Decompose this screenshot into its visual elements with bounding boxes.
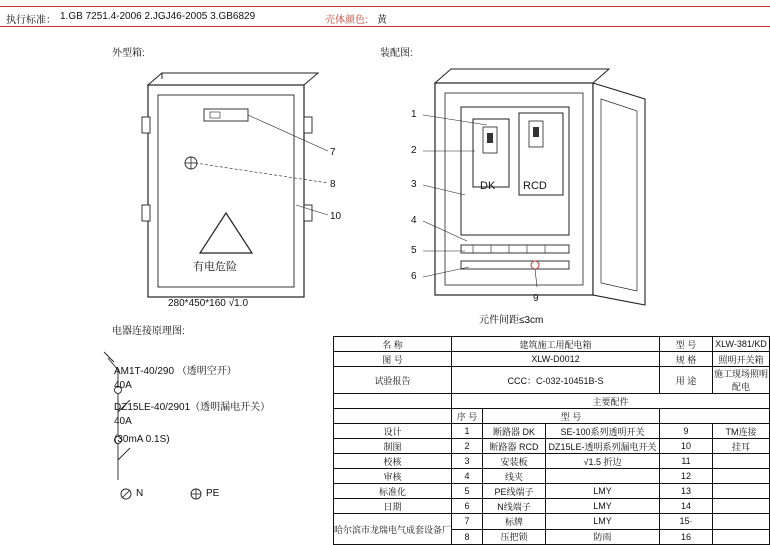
assembly-callout-2: 2 — [411, 145, 417, 156]
cell-part-no: 6 — [452, 499, 483, 514]
cell-part-name2: 挂耳 — [713, 439, 770, 454]
outline-title: 外型箱: — [112, 48, 145, 59]
cell-drawingno-value: XLW-D0012 — [452, 352, 660, 367]
table-row — [334, 439, 770, 454]
cell-model-label: 型 号 — [660, 337, 713, 352]
cell-part-model: LMY — [546, 499, 660, 514]
table-row — [334, 454, 770, 469]
cell-part-no: 3 — [452, 454, 483, 469]
cell-part-no2: 15· — [660, 514, 713, 530]
cell-blank-2 — [334, 409, 452, 424]
cell-name-label: 名 称 — [334, 337, 452, 352]
assembly-title: 装配图: — [380, 48, 413, 59]
cell-testreport-value: CCC：C-032-10451B-S — [452, 367, 660, 394]
cell-part-name: PE线端子 — [483, 484, 546, 499]
cell-company-footer: 哈尔滨市龙瑞电气成套设备厂 — [334, 514, 452, 545]
shell-color-value: 黄 — [377, 15, 387, 26]
cell-usage-label: 用 途 — [660, 367, 713, 394]
cell-model-value: XLW-381/KD — [713, 337, 770, 352]
schematic-line-5: (30mA 0.1S) — [114, 434, 170, 445]
cell-serial-header: 序 号 — [452, 409, 483, 424]
header-rule-top — [0, 6, 770, 7]
table-row — [334, 514, 770, 530]
schematic-title: 电器连接原理图: — [112, 326, 185, 337]
header-rule-bottom — [0, 26, 770, 27]
table-row — [334, 367, 770, 394]
table-row — [334, 484, 770, 499]
terminal-pe-label: PE — [206, 488, 220, 499]
cell-part-no2: 16 — [660, 529, 713, 545]
cell-testreport-label: 试验报告 — [334, 367, 452, 394]
cell-part-name2 — [713, 454, 770, 469]
spec-table-grid — [333, 336, 770, 545]
cell-part-name2 — [713, 469, 770, 484]
cell-part-name: 安装板 — [483, 454, 546, 469]
cell-part-name: 断路器 DK — [483, 424, 546, 439]
cell-part-name: N线端子 — [483, 499, 546, 514]
cell-part-name: 压把锁 — [483, 529, 546, 545]
table-row — [334, 394, 770, 409]
cell-draft-label: 制图 — [334, 439, 452, 454]
spec-table — [333, 336, 770, 545]
cell-part-model: 防雨 — [546, 529, 660, 545]
assembly-callout-5: 5 — [411, 245, 417, 256]
cell-part-name2 — [713, 514, 770, 530]
cell-main-parts-header: 主要配件 — [452, 394, 770, 409]
cell-part-no: 2 — [452, 439, 483, 454]
cell-part-no2: 12 — [660, 469, 713, 484]
cell-part-name2 — [713, 484, 770, 499]
assembly-callout-1: 1 — [411, 109, 417, 120]
cell-part-no2: 14 — [660, 499, 713, 514]
assembly-callout-9: 9 — [533, 293, 539, 304]
cell-check-label: 校核 — [334, 454, 452, 469]
cell-part-no2: 10 — [660, 439, 713, 454]
assembly-callout-6: 6 — [411, 271, 417, 282]
assembly-callout-3: 3 — [411, 179, 417, 190]
cell-blank — [334, 394, 452, 409]
cell-model-header: 型 号 — [483, 409, 660, 424]
schematic-line-4: 40A — [114, 416, 132, 427]
cell-part-no: 4 — [452, 469, 483, 484]
standards-label: 执行标准： — [6, 15, 56, 26]
cell-name-value: 建筑施工用配电箱 — [452, 337, 660, 352]
cell-part-model: SE-100系列透明开关 — [546, 424, 660, 439]
table-row — [334, 352, 770, 367]
cell-part-no: 1 — [452, 424, 483, 439]
table-row — [334, 499, 770, 514]
assembly-label-dk: DK — [480, 180, 496, 192]
table-row — [334, 469, 770, 484]
cell-part-no2: 11 — [660, 454, 713, 469]
cell-part-no2: 9 — [660, 424, 713, 439]
cell-standard-label: 标准化 — [334, 484, 452, 499]
schematic-line-3: DZ15LE-40/2901（透明漏电开关） — [114, 402, 271, 413]
outline-callout-8: 8 — [330, 179, 336, 190]
assembly-drawing — [395, 55, 665, 326]
schematic-line-2: 40A — [114, 380, 132, 391]
assembly-label-rcd: RCD — [523, 180, 547, 192]
cell-part-name2: TM连接 — [713, 424, 770, 439]
cell-part-model — [546, 469, 660, 484]
cell-part-no: 5 — [452, 484, 483, 499]
schematic-line-1: AM1T-40/290 （透明空开） — [114, 366, 237, 377]
terminal-n-label: N — [136, 488, 144, 499]
cell-part-model: DZ15LE-透明系列漏电开关 — [546, 439, 660, 454]
cell-part-name: 断路器 RCD — [483, 439, 546, 454]
cell-part-name2 — [713, 499, 770, 514]
cell-design-label: 设计 — [334, 424, 452, 439]
cell-date-label: 日期 — [334, 499, 452, 514]
cell-part-no: 8 — [452, 529, 483, 545]
assembly-callout-4: 4 — [411, 215, 417, 226]
table-row — [334, 409, 770, 424]
cell-part-no: 7 — [452, 514, 483, 530]
outline-callout-7: 7 — [330, 147, 336, 158]
cell-part-model: √1.5 折边 — [546, 454, 660, 469]
outline-callout-10: 10 — [330, 211, 342, 222]
cell-part-model: LMY — [546, 484, 660, 499]
assembly-note: 元件间距≤3cm — [479, 315, 544, 326]
table-row — [334, 337, 770, 352]
danger-text: 有电危险 — [193, 261, 237, 273]
cell-usage-value: 施工现场照明配电 — [713, 367, 770, 394]
cell-part-name2 — [713, 529, 770, 545]
cell-audit-label: 审核 — [334, 469, 452, 484]
schematic-drawing — [100, 340, 330, 515]
cell-blank-3 — [660, 409, 770, 424]
cell-drawingno-label: 图 号 — [334, 352, 452, 367]
cell-spec-value: 照明开关箱 — [713, 352, 770, 367]
cell-part-name: 线夹 — [483, 469, 546, 484]
cell-spec-label: 规 格 — [660, 352, 713, 367]
cell-part-no2: 13 — [660, 484, 713, 499]
cell-part-name: 标牌 — [483, 514, 546, 530]
shell-color-label: 壳体颜色: — [325, 15, 368, 26]
table-row — [334, 424, 770, 439]
standards-value: 1.GB 7251.4-2006 2.JGJ46-2005 3.GB6829 — [60, 11, 256, 22]
outline-dimension: 280*450*160 √1.0 — [168, 298, 249, 309]
cell-part-model: LMY — [546, 514, 660, 530]
outline-drawing — [100, 55, 350, 310]
